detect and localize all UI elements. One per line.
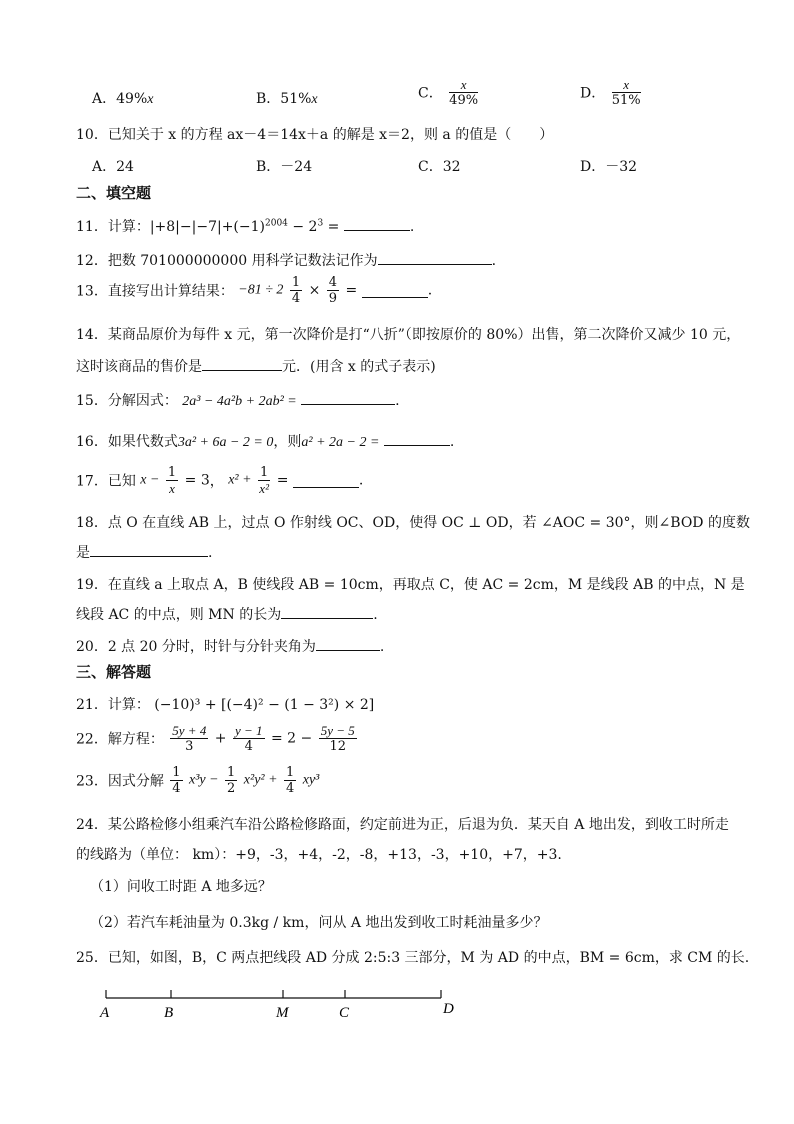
label-d: D — [443, 1001, 454, 1017]
q25: 25．已知，如图，B，C 两点把线段 AD 分成 2:5:3 三部分，M 为 AD 的中点，BM = 6cm，求 CM 的长. — [76, 950, 750, 966]
q18-line1: 18．点 O 在直线 AB 上，过点 O 作射线 OC、OD，使得 OC ⊥ OD，若 ∠AOC = 30°，则∠BOD 的度数 — [76, 515, 750, 531]
label-a: A — [100, 1005, 110, 1021]
q16-answer-blank[interactable] — [384, 431, 450, 446]
q18-answer-blank[interactable] — [90, 542, 208, 557]
section-fill-title: 二、填空题 — [76, 184, 152, 202]
q12: 12．把数 701000000000 用科学记数法记作为 . — [76, 250, 496, 270]
q24-line2: 的线路为（单位： km）：+9，-3，+4，-2，-8，+13，-3，+10，+7，+3. — [76, 847, 562, 863]
q11: 11．计算：$|+8|-|-7|+(-1)^{2004} - 2^3$ = . — [76, 216, 414, 236]
q9-option-d: D． $\frac{x}{51\%}$ — [580, 77, 641, 108]
q10-option-a: A．24 — [92, 159, 134, 175]
q11-answer-blank[interactable] — [344, 216, 410, 231]
q24-sub1: （1）问收工时距 A 地多远？ — [90, 879, 272, 895]
q15-answer-blank[interactable] — [301, 390, 395, 405]
q10-option-b: B．－24 — [256, 159, 313, 175]
q19-answer-blank[interactable] — [281, 604, 373, 619]
label-m: M — [276, 1005, 289, 1021]
q14-answer-blank[interactable] — [202, 356, 282, 371]
q23: 23．因式分解 $\frac{1}{4}$ x³y − $\frac{1}{2}$ x²y² + $\frac{1}{4}$ xy³ — [76, 765, 320, 796]
q14-line1: 14．某商品原价为每件 x 元，第一次降价是打“八折”（即按原价的 80%）出售，第二次降价又减少 10 元， — [76, 327, 741, 343]
q10-option-d: D．－32 — [580, 159, 638, 175]
q21: 21．计算： (−10)³ + [(−4)² − (1 − 3²) × 2] — [76, 697, 375, 713]
segment-figure — [96, 982, 466, 1022]
q9-option-b: B．51%x — [256, 91, 318, 107]
q20: 20．2 点 20 分时，时针与分针夹角为 . — [76, 636, 384, 656]
q10-option-c: C．32 — [418, 159, 461, 175]
q10-stem: 10．已知关于 x 的方程 ax－4＝14x＋a 的解是 x＝2，则 a 的值是（ ） — [76, 127, 554, 143]
q9-option-a: A．49%x — [92, 91, 154, 107]
q16: 16．如果代数式3a² + 6a − 2 = 0，则a² + 2a − 2 = . — [76, 431, 454, 451]
q12-answer-blank[interactable] — [378, 250, 492, 265]
q20-answer-blank[interactable] — [316, 636, 380, 651]
q19-line2: 线段 AC 的中点，则 MN 的长为 . — [76, 604, 378, 624]
label-b: B — [164, 1005, 174, 1021]
q17: 17．已知 x − $\frac{1}{x}$ = 3， x² + $\frac{1}{\text{x²}}$ = . — [76, 465, 364, 496]
q24-line1: 24．某公路检修小组乘汽车沿公路检修路面，约定前进为正，后退为负．某天自 A 地出发，到收工时所走 — [76, 817, 729, 833]
q15: 15．分解因式： 2a³ − 4a²b + 2ab² = . — [76, 390, 400, 410]
label-c: C — [339, 1005, 350, 1021]
q22: 22．解方程： $\frac{5y + 4}{3}$ + $\frac{y - 1}{4}$ = 2 − $\frac{5y - 5}{12}$ — [76, 723, 355, 754]
q13-answer-blank[interactable] — [362, 283, 428, 298]
q19-line1: 19．在直线 a 上取点 A，B 使线段 AB = 10cm，再取点 C，使 AC = 2cm，M 是线段 AB 的中点，N 是 — [76, 577, 745, 593]
q24-sub2: （2）若汽车耗油量为 0.3kg / km，问从 A 地出发到收工时耗油量多少？ — [90, 915, 548, 931]
section-solve-title: 三、解答题 — [76, 663, 152, 681]
q9-option-c: C． $\frac{x}{49\%}$ — [418, 77, 479, 108]
q17-answer-blank[interactable] — [293, 473, 359, 488]
q13: 13．直接写出计算结果： −81 ÷ 2 $\frac{1}{4}$ × $\frac{4}{9}$ = . — [76, 275, 433, 306]
q14-line2: 这时该商品的售价是 元．(用含 x 的式子表示) — [76, 356, 436, 376]
q18-line2: 是 . — [76, 542, 212, 562]
